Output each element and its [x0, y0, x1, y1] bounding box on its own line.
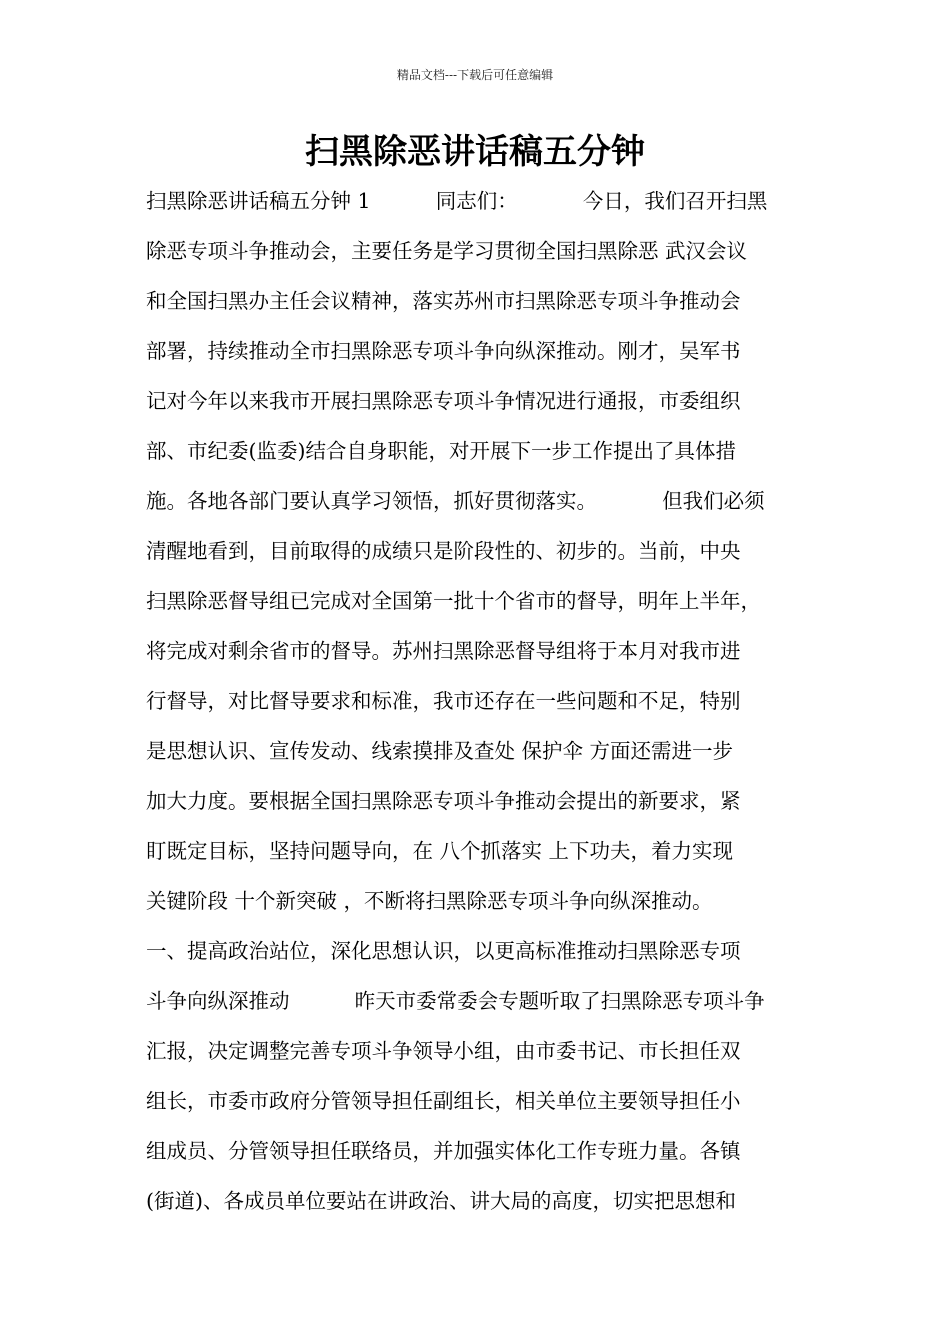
text-line: 将完成对剩余省市的督导。苏州扫黑除恶督导组将于本月对我市进: [146, 639, 741, 663]
text-line: 扫黑除恶督导组已完成对全国第一批十个省市的督导，明年上半年，: [146, 589, 761, 613]
text-line: 部、市纪委(监委)结合自身职能，对开展下一步工作提出了具体措: [146, 439, 736, 463]
text-line: 一、提高政治站位，深化思想认识，以更高标准推动扫黑除恶专项: [146, 939, 741, 963]
text-line: 盯既定目标，坚持问题导向，在 八个抓落实 上下功夫，着力实现: [146, 839, 734, 863]
text-line: 关键阶段 十个新突破 ，不断将扫黑除恶专项斗争向纵深推动。: [146, 889, 713, 913]
text-line: 组成员、分管领导担任联络员，并加强实体化工作专班力量。各镇: [146, 1139, 741, 1163]
text-line: (街道)、各成员单位要站在讲政治、讲大局的高度，切实把思想和: [146, 1189, 736, 1213]
text-line: 组长，市委市政府分管领导担任副组长，相关单位主要领导担任小: [146, 1089, 741, 1113]
text-line: 清醒地看到，目前取得的成绩只是阶段性的、初步的。当前，中央: [146, 539, 741, 563]
text-line: 记对今年以来我市开展扫黑除恶专项斗争情况进行通报，市委组织: [146, 389, 741, 413]
text-line: 施。各地各部门要认真学习领悟，抓好贯彻落实。 但我们必须: [146, 489, 765, 513]
text-line: 除恶专项斗争推动会，主要任务是学习贯彻全国扫黑除恶 武汉会议: [146, 239, 748, 263]
text-line: 汇报，决定调整完善专项斗争领导小组，由市委书记、市长担任双: [146, 1039, 741, 1063]
text-line: 加大力度。要根据全国扫黑除恶专项斗争推动会提出的新要求，紧: [146, 789, 741, 813]
text-line: 斗争向纵深推动 昨天市委常委会专题听取了扫黑除恶专项斗争: [146, 989, 765, 1013]
text-line: 部署，持续推动全市扫黑除恶专项斗争向纵深推动。刚才，吴军书: [146, 339, 741, 363]
text-line: 是思想认识、宣传发动、线索摸排及查处 保护伞 方面还需进一步: [146, 739, 734, 763]
text-line: 和全国扫黑办主任会议精神，落实苏州市扫黑除恶专项斗争推动会: [146, 289, 741, 313]
text-line: 扫黑除恶讲话稿五分钟 1 同志们： 今日，我们召开扫黑: [146, 189, 768, 213]
document-title: 扫黑除恶讲话稿五分钟: [305, 132, 645, 172]
header-note: 精品文档---下载后可任意编辑: [396, 68, 554, 82]
text-line: 行督导，对比督导要求和标准，我市还存在一些问题和不足，特别: [146, 689, 741, 713]
